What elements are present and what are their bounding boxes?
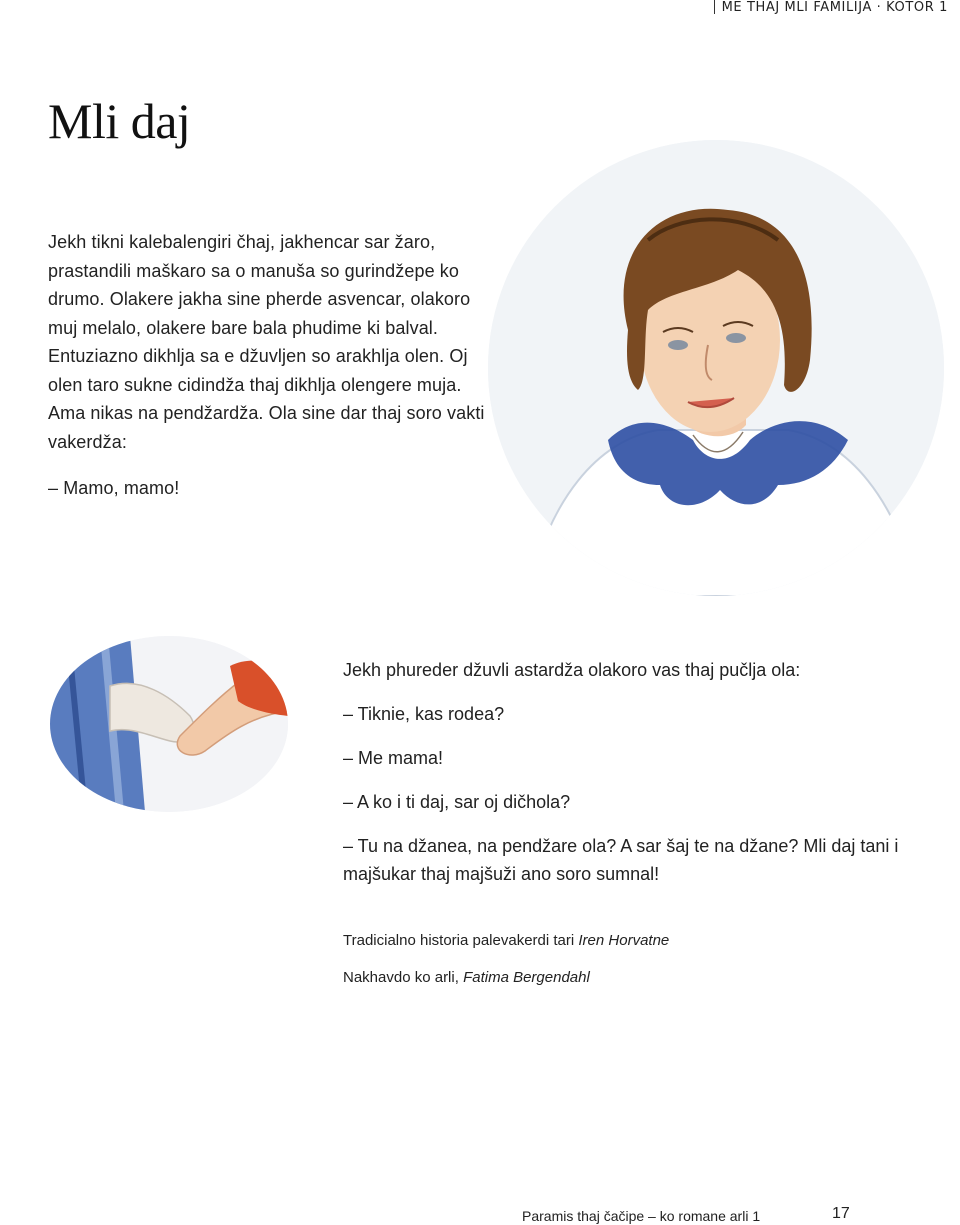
story-credit-label: Tradicialno historia palevakerdi tari: [343, 932, 575, 949]
running-header-text: ME THAJ MLI FAMILIJA · KOTOR 1: [721, 0, 948, 15]
dialogue-line: – Tu na džanea, na pendžare ola? A sar šaj te na džane? Mli daj tani i majšukar thaj majšuži ano soro sumnal!: [343, 836, 899, 884]
intro-cry: – Mamo, mamo!: [48, 478, 180, 498]
illustration-credit-label: Nakhavdo ko arli,: [343, 969, 459, 986]
page-title: Mli daj: [48, 93, 191, 149]
dialogue-line: – A ko i ti daj, sar oj dičhola?: [343, 792, 571, 812]
dialogue-line: – Me mama!: [343, 748, 444, 768]
credits-block: [343, 930, 903, 1004]
dialogue-line: Jekh phureder džuvli astardža olakoro vas thaj pučlja ola:: [343, 660, 801, 680]
dialogue-block: [343, 656, 903, 904]
header-divider: [714, 0, 715, 14]
intro-paragraph: Jekh tikni kalebalengiri čhaj, jakhencar sar žaro, prastandili maškaro sa o manuša so gurindžepe ko drumo. Olakere jakha sine pherde asvencar, olakoro muj melalo, olakere bare bala phudime ki balval. Entuziazno dikhlja sa e džuvljen so arakhlja olen. Oj olen taro sukne cidindža thaj dikhlja olengere muja. Ama nikas na pendžardža. Ola sine dar thaj soro vakti vakerdža:: [48, 232, 485, 452]
illustrator: Fatima Bergendahl: [463, 969, 590, 986]
holding-hands-illustration: [50, 636, 288, 812]
holding-hands-drawing: [50, 636, 288, 812]
dialogue-line: – Tiknie, kas rodea?: [343, 704, 505, 724]
running-header: [722, 0, 948, 14]
page-number: 17: [832, 1205, 850, 1222]
girl-portrait-illustration: [488, 140, 944, 596]
story-author: Iren Horvatne: [578, 932, 670, 949]
illustration-credit: [343, 967, 903, 989]
story-credit: [343, 930, 903, 952]
intro-text: [48, 228, 488, 503]
footer-book-title: Paramis thaj čačipe – ko romane arli 1: [522, 1208, 761, 1224]
girl-portrait-drawing: [488, 140, 944, 596]
